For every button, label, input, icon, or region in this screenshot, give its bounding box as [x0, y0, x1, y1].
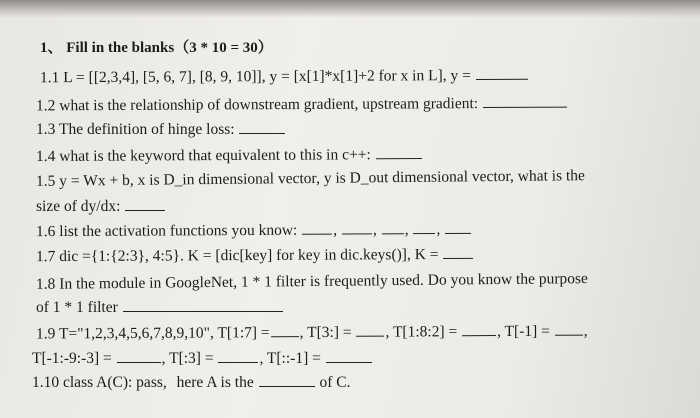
- question-1-9-text-g: , T[:3] =: [161, 350, 214, 367]
- question-1-5-continued: [36, 198, 166, 216]
- question-1-8-text: of 1 * 1 filter: [36, 299, 118, 316]
- answer-blank-1-5[interactable]: [125, 198, 165, 211]
- answer-blank-1-9e[interactable]: [117, 350, 161, 363]
- answer-blank-1-8[interactable]: [123, 299, 283, 312]
- answer-blank-1-6d[interactable]: [413, 221, 435, 234]
- answer-blank-1-9a[interactable]: [271, 324, 299, 337]
- answer-blank-1-6e[interactable]: [445, 221, 471, 234]
- question-1-9: [36, 323, 588, 344]
- question-1-7-text: 1.7 dic ={1:{2:3}, 4:5}. K = [dic[key] for key in dic.keys()], K =: [35, 246, 439, 266]
- comma: ,: [583, 322, 588, 340]
- top-shadow: [0, 0, 700, 18]
- question-1-8: 1.8 In the module in GoogleNet, 1 * 1 filter is frequently used. Do you know the purpose: [35, 270, 588, 293]
- answer-blank-1-6b[interactable]: [342, 221, 372, 234]
- question-1-3: [36, 121, 286, 139]
- question-1-10-text-a: 1.10 class A(C): pass,: [32, 374, 167, 391]
- question-1-9-text-b: , T[3:] =: [299, 323, 352, 342]
- answer-blank-1-10[interactable]: [259, 374, 315, 387]
- comma: ,: [404, 221, 409, 239]
- question-1-10-text-b: here A is the: [176, 374, 254, 391]
- comma: ,: [372, 221, 377, 239]
- question-1-2-text: 1.2 what is the relationship of downstream gradient, upstream gradient:: [35, 95, 479, 115]
- question-1-9-text-c: , T[1:8:2] =: [385, 323, 458, 341]
- question-1-9-text-h: , T[::-1] =: [259, 350, 321, 367]
- question-1-6: [36, 221, 472, 241]
- question-1-7: [36, 246, 474, 266]
- answer-blank-1-9g[interactable]: [326, 350, 372, 363]
- answer-blank-1-9c[interactable]: [462, 323, 496, 336]
- answer-blank-1-6a[interactable]: [302, 222, 332, 235]
- question-1-9-text-f: T[-1:-9:-3] =: [32, 350, 112, 367]
- answer-blank-1-7[interactable]: [443, 246, 473, 259]
- answer-blank-1-1[interactable]: [476, 67, 528, 80]
- question-1-9-text-d: , T[-1] =: [497, 322, 550, 341]
- question-1-1-text: 1.1 L = [[2,3,4], [5, 6, 7], [8, 9, 10]], y = [x[1]*x[1]+2 for x in L], y =: [39, 67, 471, 87]
- answer-blank-1-9b[interactable]: [356, 324, 384, 337]
- question-1-8-continued: [36, 299, 284, 317]
- question-1-2: [36, 95, 568, 116]
- question-1-4: [36, 146, 423, 166]
- answer-blank-1-9f[interactable]: [218, 350, 258, 363]
- answer-blank-1-9d[interactable]: [555, 323, 583, 336]
- answer-blank-1-3[interactable]: [239, 121, 285, 134]
- comma: ,: [333, 221, 338, 239]
- question-1-3-text: 1.3 The definition of hinge loss:: [36, 121, 235, 138]
- answer-blank-1-4[interactable]: [376, 146, 422, 159]
- question-1-9-text-a: 1.9 T="1,2,3,4,5,6,7,8,9,10", T[1:7] =: [35, 324, 270, 343]
- question-1-10-text-c: of C.: [319, 374, 351, 391]
- answer-blank-1-2[interactable]: [483, 95, 567, 108]
- section-title: 1、 Fill in the blanks（3 * 10 = 30）: [40, 40, 273, 56]
- question-1-1: [40, 67, 529, 88]
- question-1-5-text: size of dy/dx:: [36, 198, 121, 215]
- comma: ,: [436, 221, 441, 239]
- question-1-4-text: 1.4 what is the keyword that equivalent to this in c++:: [35, 146, 371, 166]
- answer-blank-1-6c[interactable]: [382, 221, 404, 234]
- question-1-5: 1.5 y = Wx + b, x is D_in dimensional vector, y is D_out dimensional vector, what is the: [35, 167, 585, 190]
- question-1-10: [32, 374, 350, 392]
- question-1-9-continued: [32, 350, 373, 368]
- question-1-6-text: 1.6 list the activation functions you know:: [35, 221, 298, 241]
